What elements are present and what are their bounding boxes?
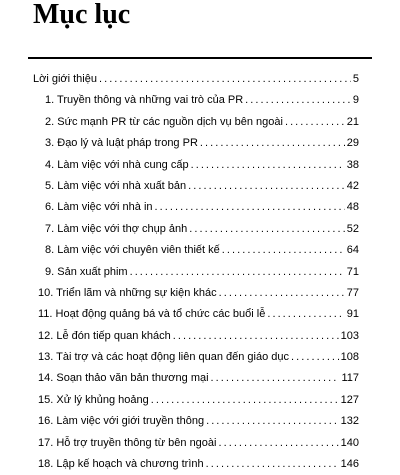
toc-entry [33,433,359,454]
toc-entry-title: Hỗ trợ truyền thông từ bên ngoài [56,436,217,449]
toc-entry-label [33,90,243,111]
toc-entry-number: 1. [45,94,55,107]
toc-entry [33,347,359,368]
toc-entry-page: 52 [346,222,359,235]
toc-entry-title: Làm việc với nhà in [57,201,153,214]
toc-leader-dots [291,347,339,368]
toc-entry [33,90,359,111]
toc-entry-label [33,368,209,389]
toc-entry [33,454,359,475]
toc-entry [33,390,359,411]
toc-leader-dots [222,240,345,261]
toc-entry-title: Sức mạnh PR từ các nguồn dịch vụ bên ngoài [57,115,283,128]
toc-entry-label [33,454,204,475]
toc-entry [33,240,359,261]
toc-entry-page: 42 [346,179,359,192]
toc-entry-title: Đạo lý và luật pháp trong PR [57,137,198,150]
toc-entry-title: Lập kế hoạch và chương trình [56,458,204,471]
toc-entry-page: 108 [340,351,359,364]
toc-entry-number: 16. [38,415,54,428]
toc-entry-label [33,197,153,218]
toc-entry-label [33,112,283,133]
toc-entry-title: Lễ đón tiếp quan khách [56,329,171,342]
toc-entry-title: Hoạt động quảng bá và tổ chức các buổi lễ [55,308,266,321]
toc-entry-page: 21 [346,115,359,128]
toc-entry-label [33,304,265,325]
toc-entry [33,197,359,218]
toc-entry [33,326,359,347]
toc-leader-dots [218,433,338,454]
toc-entry-label [33,133,198,154]
toc-leader-dots [245,90,351,111]
toc-entry-title: Xử lý khủng hoảng [56,393,149,406]
toc-leader-dots [99,69,351,90]
toc-entry [33,133,359,154]
toc-entry-number: 3. [45,137,55,150]
toc-entry [33,176,359,197]
toc-entry-page: 146 [340,458,359,471]
toc-entry-page: 38 [346,158,359,171]
toc-entry-title: Làm việc với thợ chụp ảnh [57,222,188,235]
toc-entry-page: 9 [352,94,359,107]
toc-entry-page: 91 [346,308,359,321]
toc-entry [33,283,359,304]
toc-entry [33,155,359,176]
toc-entry-label [33,219,187,240]
toc-entry-number: 6. [45,201,55,214]
toc-entry-title: Triển lãm và những sự kiện khác [56,286,217,299]
toc-entry-number: 14. [38,372,54,385]
toc-entry-number: 7. [45,222,55,235]
toc-entry-label [33,433,216,454]
toc-leader-dots [189,219,345,240]
toc-entry-label [33,176,186,197]
toc-leader-dots [206,454,339,475]
toc-entry-label [33,240,220,261]
toc-entry-number: 5. [45,179,55,192]
toc-entry-page: 71 [346,265,359,278]
toc-leader-dots [285,112,345,133]
toc-entry-page: 132 [340,415,359,428]
toc-leader-dots [219,283,345,304]
toc-leader-dots [155,197,345,218]
toc-entry [33,411,359,432]
table-of-contents [33,69,359,475]
toc-entry [33,219,359,240]
toc-entry-number: 11. [38,308,53,321]
toc-entry-title: Tài trợ và các hoạt động liên quan đến giáo dục [56,351,290,364]
toc-leader-dots [188,176,345,197]
toc-leader-dots [130,262,345,283]
toc-entry-number: 9. [45,265,55,278]
toc-entry-page: 29 [346,137,359,150]
toc-entry [33,368,359,389]
toc-entry-label [33,326,171,347]
toc-leader-dots [206,411,339,432]
toc-entry-title: Làm việc với nhà cung cấp [57,158,189,171]
toc-entry-title: Làm việc với giới truyền thông [56,415,205,428]
toc-entry-number: 8. [45,244,55,257]
toc-entry-label: Lời giới thiệu [33,73,97,85]
toc-entry-number: 2. [45,115,55,128]
toc-entry-page: 140 [340,436,359,449]
toc-entry-page: 5 [352,73,359,85]
toc-leader-dots [191,155,345,176]
toc-entry-page: 77 [346,286,359,299]
toc-leader-dots [151,390,339,411]
toc-entry-title: Soạn thảo văn bản thương mại [56,372,209,385]
toc-entry [33,304,359,325]
toc-leader-dots [267,304,344,325]
page-title: Mục lục [33,0,131,30]
toc-entry-number: 4. [45,158,55,171]
toc-entry-number: 15. [38,393,54,406]
toc-entry-label [33,411,204,432]
toc-entry-page: 117 [341,372,359,385]
toc-entry-label [33,390,149,411]
title-divider [28,57,372,59]
toc-entry-title: Làm việc với chuyên viên thiết kế [57,244,220,257]
toc-entry-number: 12. [38,329,54,342]
toc-entry-label [33,262,128,283]
toc-entry-number: 17. [38,436,54,449]
toc-entry-title: Làm việc với nhà xuất bản [57,179,187,192]
toc-leader-dots [173,326,339,347]
toc-entry-page: 127 [340,393,359,406]
toc-entry-number: 10. [38,286,54,299]
toc-entry-page: 103 [340,329,359,342]
toc-entry-number: 18. [38,458,54,471]
toc-entry-title: Truyền thông và những vai trò của PR [57,94,244,107]
toc-entry [33,262,359,283]
toc-entry-title: Sản xuất phim [57,265,128,278]
toc-entry-number: 13. [38,351,54,364]
toc-entry-label [33,347,289,368]
toc-entry [33,69,359,90]
toc-entry-label [33,155,189,176]
toc-entry-page: 64 [346,244,359,257]
toc-entry [33,112,359,133]
toc-leader-dots [211,368,340,389]
toc-entry-page: 48 [346,201,359,214]
toc-leader-dots [200,133,345,154]
toc-entry-label [33,283,217,304]
